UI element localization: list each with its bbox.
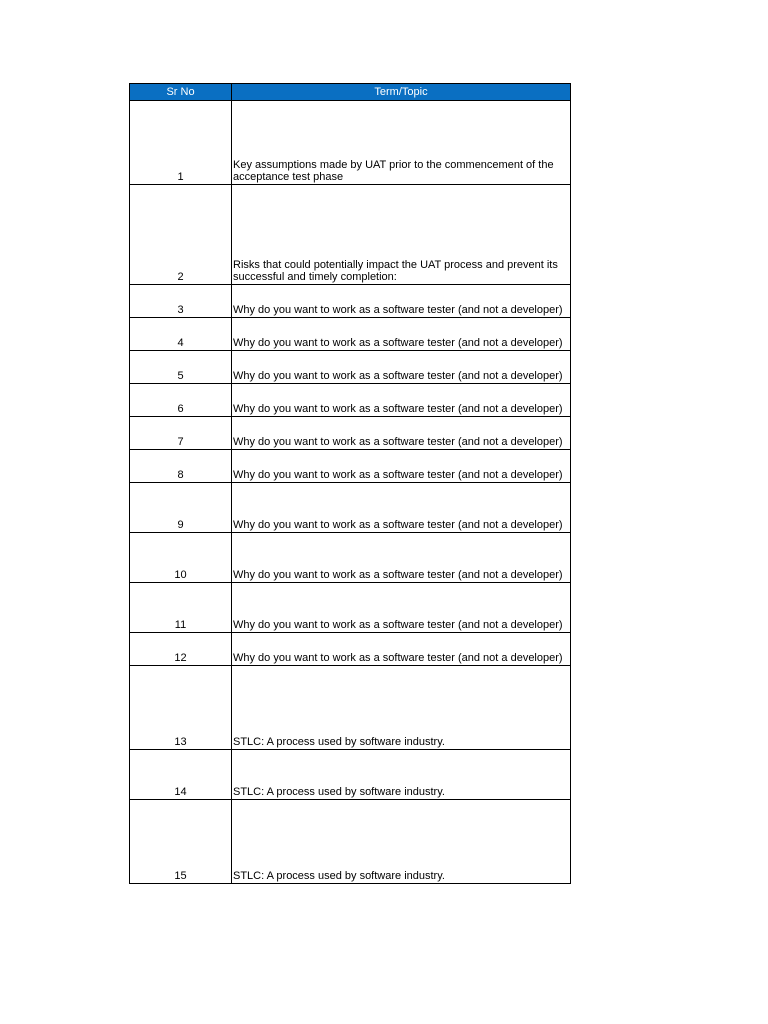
table-row bbox=[130, 384, 571, 417]
term-cell: STLC: A process used by software industry. bbox=[232, 750, 571, 800]
sr-no-cell: 8 bbox=[130, 450, 232, 483]
term-cell: Risks that could potentially impact the UAT process and prevent its successful and timely completion: bbox=[232, 185, 571, 285]
term-cell: Why do you want to work as a software tester (and not a developer) bbox=[232, 533, 571, 583]
term-cell: Why do you want to work as a software tester (and not a developer) bbox=[232, 351, 571, 384]
table-row bbox=[130, 750, 571, 800]
sr-no-cell: 13 bbox=[130, 666, 232, 750]
term-cell: Why do you want to work as a software tester (and not a developer) bbox=[232, 633, 571, 666]
term-cell: STLC: A process used by software industry. bbox=[232, 666, 571, 750]
sr-no-cell: 14 bbox=[130, 750, 232, 800]
table-row bbox=[130, 351, 571, 384]
table-row bbox=[130, 318, 571, 351]
table-row bbox=[130, 417, 571, 450]
table-row bbox=[130, 285, 571, 318]
table-row bbox=[130, 583, 571, 633]
table-row bbox=[130, 185, 571, 285]
header-row bbox=[130, 84, 571, 101]
sr-no-cell: 9 bbox=[130, 483, 232, 533]
sr-no-cell: 5 bbox=[130, 351, 232, 384]
term-cell: Key assumptions made by UAT prior to the commencement of the acceptance test phase bbox=[232, 101, 571, 185]
table-row bbox=[130, 450, 571, 483]
sr-no-cell: 2 bbox=[130, 185, 232, 285]
sr-no-cell: 11 bbox=[130, 583, 232, 633]
term-cell: Why do you want to work as a software tester (and not a developer) bbox=[232, 450, 571, 483]
sr-no-cell: 4 bbox=[130, 318, 232, 351]
term-cell: Why do you want to work as a software tester (and not a developer) bbox=[232, 384, 571, 417]
sr-no-cell: 6 bbox=[130, 384, 232, 417]
table-row bbox=[130, 666, 571, 750]
table-row bbox=[130, 800, 571, 884]
term-cell: Why do you want to work as a software tester (and not a developer) bbox=[232, 483, 571, 533]
table-row bbox=[130, 633, 571, 666]
term-cell: STLC: A process used by software industry. bbox=[232, 800, 571, 884]
table-row bbox=[130, 101, 571, 185]
terms-table bbox=[129, 83, 571, 884]
term-cell: Why do you want to work as a software tester (and not a developer) bbox=[232, 417, 571, 450]
table-row bbox=[130, 483, 571, 533]
sr-no-cell: 7 bbox=[130, 417, 232, 450]
term-cell: Why do you want to work as a software tester (and not a developer) bbox=[232, 318, 571, 351]
term-cell: Why do you want to work as a software tester (and not a developer) bbox=[232, 583, 571, 633]
sr-no-cell: 12 bbox=[130, 633, 232, 666]
sr-no-cell: 1 bbox=[130, 101, 232, 185]
table-row bbox=[130, 533, 571, 583]
sr-no-cell: 10 bbox=[130, 533, 232, 583]
header-term-topic: Term/Topic bbox=[232, 84, 571, 101]
sr-no-cell: 3 bbox=[130, 285, 232, 318]
term-cell: Why do you want to work as a software tester (and not a developer) bbox=[232, 285, 571, 318]
sr-no-cell: 15 bbox=[130, 800, 232, 884]
header-sr-no: Sr No bbox=[130, 84, 232, 101]
